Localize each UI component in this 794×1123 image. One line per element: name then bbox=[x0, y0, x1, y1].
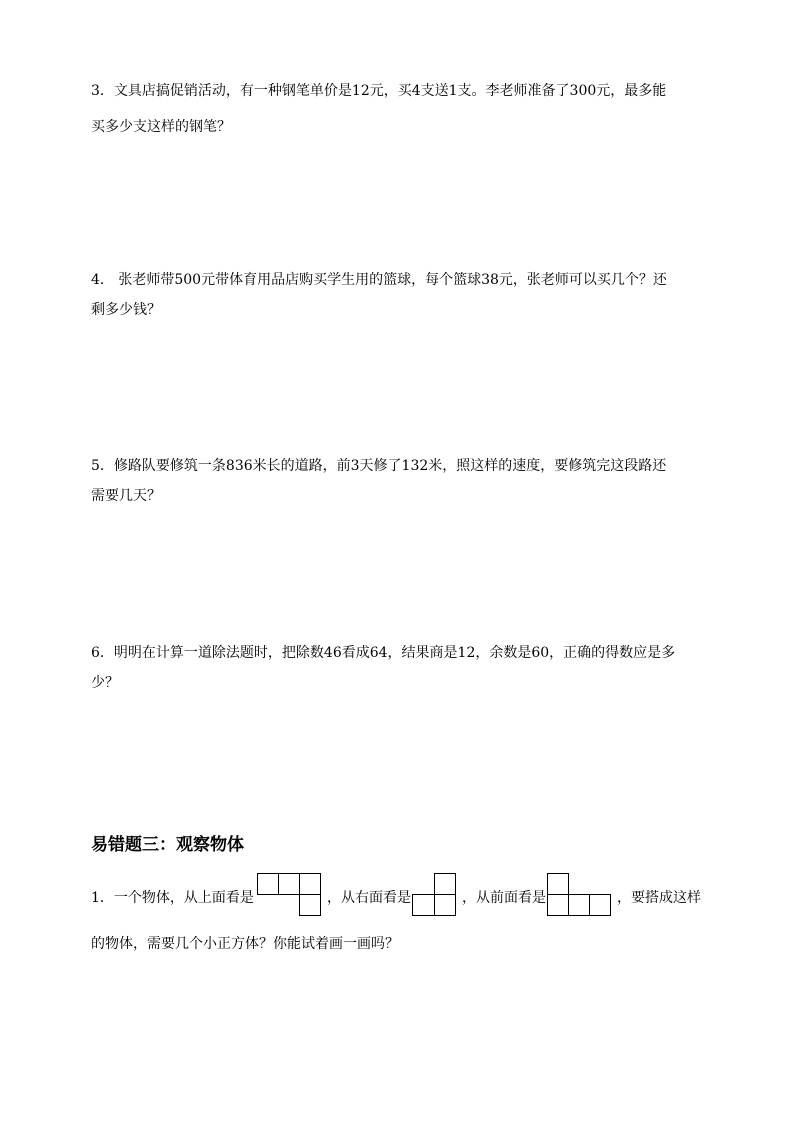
observation-text-part-1: 1．一个物体，从上面看是 bbox=[91, 890, 254, 906]
top-view-figure bbox=[257, 873, 323, 917]
observation-text-part-3: ，从前面看是 bbox=[462, 890, 546, 906]
question-6-line-1: 6．明明在计算一道除法题时，把除数46看成64，结果商是12，余数是60，正确的得数应是多 bbox=[91, 645, 676, 661]
question-5-line-2: 需要几天？ bbox=[91, 488, 161, 504]
observation-text-part-2: ，从右面看是 bbox=[327, 890, 411, 906]
observation-question-line-1 bbox=[91, 873, 711, 919]
front-view-figure bbox=[547, 873, 613, 917]
right-view-figure bbox=[412, 873, 458, 917]
observation-text-part-4: ，要搭成这样 bbox=[617, 890, 701, 906]
question-3-line-1: 3．文具店搞促销活动，有一种钢笔单价是12元，买4支送1支。李老师准备了300元，最多能 bbox=[91, 83, 667, 99]
question-6-line-2: 少？ bbox=[91, 675, 119, 691]
question-5-line-1: 5．修路队要修筑一条836米长的道路，前3天修了132米，照这样的速度，要修筑完这段路还 bbox=[91, 458, 667, 474]
section-heading: 易错题三：观察物体 bbox=[91, 835, 244, 855]
observation-question-line-2: 的物体，需要几个小正方体？你能试着画一画吗？ bbox=[91, 936, 399, 952]
question-4-line-2: 剩多少钱？ bbox=[91, 302, 161, 318]
question-4-line-1: 4． 张老师带500元带体育用品店购买学生用的篮球，每个篮球38元，张老师可以买几个？还 bbox=[91, 272, 667, 288]
question-3-line-2: 买多少支这样的钢笔？ bbox=[91, 119, 231, 135]
